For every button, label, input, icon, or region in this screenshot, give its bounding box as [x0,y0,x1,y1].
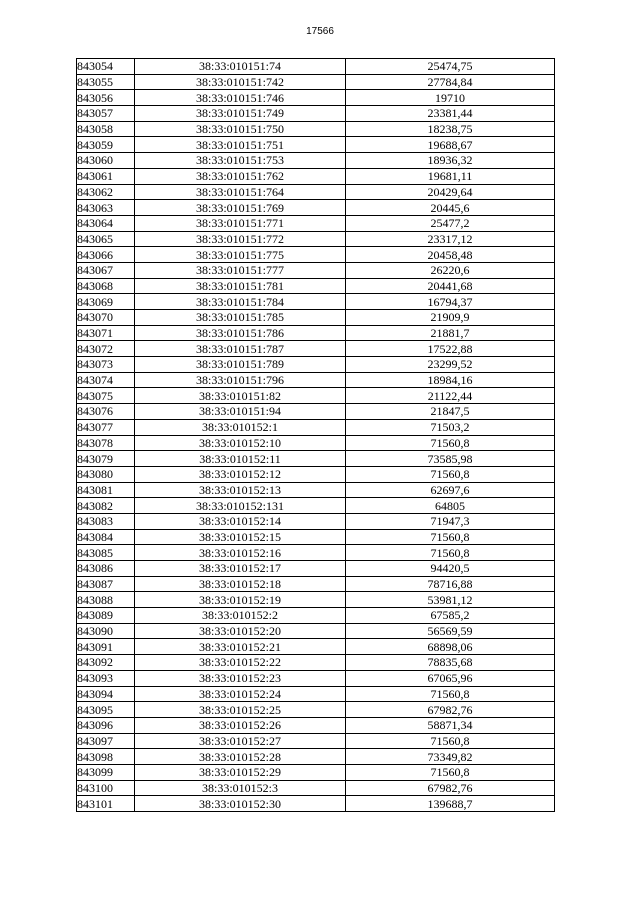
record-number-cell: 843082 [77,498,135,514]
record-number-cell: 843061 [77,168,135,184]
cadastral-number-cell: 38:33:010151:74 [135,59,346,75]
cadastral-number-cell: 38:33:010151:777 [135,262,346,278]
cadastral-number-cell: 38:33:010152:11 [135,451,346,467]
value-cell: 71560,8 [346,686,555,702]
record-number-cell: 843094 [77,686,135,702]
record-number-cell: 843090 [77,623,135,639]
table-row [77,576,555,592]
record-number-cell: 843088 [77,592,135,608]
table-row [77,59,555,75]
value-cell: 20441,68 [346,278,555,294]
value-cell: 21847,5 [346,404,555,420]
record-number-cell: 843073 [77,357,135,373]
table-row [77,451,555,467]
cadastral-number-cell: 38:33:010151:749 [135,106,346,122]
record-number-cell: 843089 [77,608,135,624]
value-cell: 18984,16 [346,372,555,388]
value-cell: 19710 [346,90,555,106]
table-row [77,278,555,294]
value-cell: 25474,75 [346,59,555,75]
record-number-cell: 843064 [77,215,135,231]
value-cell: 23317,12 [346,231,555,247]
table-row [77,623,555,639]
value-cell: 71503,2 [346,419,555,435]
cadastral-number-cell: 38:33:010151:789 [135,357,346,373]
value-cell: 71560,8 [346,466,555,482]
record-number-cell: 843081 [77,482,135,498]
cadastral-number-cell: 38:33:010152:12 [135,466,346,482]
cadastral-number-cell: 38:33:010152:21 [135,639,346,655]
table-row [77,482,555,498]
cadastral-number-cell: 38:33:010151:94 [135,404,346,420]
record-number-cell: 843060 [77,153,135,169]
value-cell: 20445,6 [346,200,555,216]
record-number-cell: 843096 [77,717,135,733]
record-number-cell: 843101 [77,796,135,812]
table-row [77,388,555,404]
cadastral-number-cell: 38:33:010152:26 [135,717,346,733]
cadastral-number-cell: 38:33:010151:771 [135,215,346,231]
cadastral-number-cell: 38:33:010151:785 [135,310,346,326]
table-row [77,215,555,231]
value-cell: 21122,44 [346,388,555,404]
value-cell: 71560,8 [346,764,555,780]
table-row [77,764,555,780]
table-body [77,59,555,812]
value-cell: 21909,9 [346,310,555,326]
record-number-cell: 843067 [77,262,135,278]
value-cell: 53981,12 [346,592,555,608]
record-number-cell: 843091 [77,639,135,655]
record-number-cell: 843099 [77,764,135,780]
cadastral-number-cell: 38:33:010152:27 [135,733,346,749]
cadastral-number-cell: 38:33:010152:29 [135,764,346,780]
record-number-cell: 843055 [77,74,135,90]
value-cell: 73349,82 [346,749,555,765]
value-cell: 62697,6 [346,482,555,498]
record-number-cell: 843080 [77,466,135,482]
record-number-cell: 843065 [77,231,135,247]
record-number-cell: 843058 [77,121,135,137]
table-row [77,717,555,733]
cadastral-number-cell: 38:33:010151:753 [135,153,346,169]
cadastral-number-cell: 38:33:010152:13 [135,482,346,498]
value-cell: 25477,2 [346,215,555,231]
cadastral-number-cell: 38:33:010151:742 [135,74,346,90]
table-row [77,749,555,765]
cadastral-number-cell: 38:33:010152:10 [135,435,346,451]
table-row [77,294,555,310]
cadastral-number-cell: 38:33:010151:762 [135,168,346,184]
value-cell: 139688,7 [346,796,555,812]
cadastral-number-cell: 38:33:010151:796 [135,372,346,388]
table-row [77,796,555,812]
record-number-cell: 843063 [77,200,135,216]
table-row [77,404,555,420]
table-row [77,435,555,451]
table-row [77,702,555,718]
page-number: 17566 [306,26,334,37]
value-cell: 67065,96 [346,670,555,686]
record-number-cell: 843075 [77,388,135,404]
cadastral-number-cell: 38:33:010152:22 [135,655,346,671]
value-cell: 20429,64 [346,184,555,200]
value-cell: 16794,37 [346,294,555,310]
record-number-cell: 843100 [77,780,135,796]
value-cell: 67585,2 [346,608,555,624]
cadastral-number-cell: 38:33:010151:787 [135,341,346,357]
table-row [77,639,555,655]
value-cell: 71560,8 [346,435,555,451]
table-row [77,121,555,137]
cadastral-number-cell: 38:33:010152:17 [135,561,346,577]
table-row [77,592,555,608]
value-cell: 23299,52 [346,357,555,373]
value-cell: 73585,98 [346,451,555,467]
cadastral-number-cell: 38:33:010152:28 [135,749,346,765]
record-number-cell: 843054 [77,59,135,75]
table-row [77,357,555,373]
cadastral-number-cell: 38:33:010152:20 [135,623,346,639]
record-number-cell: 843077 [77,419,135,435]
table-row [77,341,555,357]
record-number-cell: 843098 [77,749,135,765]
record-number-cell: 843056 [77,90,135,106]
cadastral-number-cell: 38:33:010152:25 [135,702,346,718]
value-cell: 21881,7 [346,325,555,341]
cadastral-number-cell: 38:33:010151:781 [135,278,346,294]
record-number-cell: 843066 [77,247,135,263]
cadastral-number-cell: 38:33:010152:2 [135,608,346,624]
cadastral-number-cell: 38:33:010151:786 [135,325,346,341]
value-cell: 71560,8 [346,529,555,545]
record-number-cell: 843074 [77,372,135,388]
cadastral-number-cell: 38:33:010151:764 [135,184,346,200]
table-row [77,137,555,153]
value-cell: 78716,88 [346,576,555,592]
table-row [77,200,555,216]
value-cell: 71947,3 [346,513,555,529]
cadastral-number-cell: 38:33:010151:775 [135,247,346,263]
table-row [77,529,555,545]
record-number-cell: 843095 [77,702,135,718]
value-cell: 58871,34 [346,717,555,733]
table-row [77,168,555,184]
cadastral-number-cell: 38:33:010151:746 [135,90,346,106]
record-number-cell: 843078 [77,435,135,451]
value-cell: 71560,8 [346,733,555,749]
table-row [77,310,555,326]
record-number-cell: 843068 [77,278,135,294]
value-cell: 23381,44 [346,106,555,122]
table-row [77,231,555,247]
record-number-cell: 843072 [77,341,135,357]
value-cell: 78835,68 [346,655,555,671]
cadastral-number-cell: 38:33:010152:18 [135,576,346,592]
record-number-cell: 843076 [77,404,135,420]
cadastral-number-cell: 38:33:010152:14 [135,513,346,529]
table-row [77,419,555,435]
cadastral-number-cell: 38:33:010151:750 [135,121,346,137]
cadastral-number-cell: 38:33:010151:751 [135,137,346,153]
table-row [77,561,555,577]
record-number-cell: 843069 [77,294,135,310]
cadastral-number-cell: 38:33:010151:82 [135,388,346,404]
value-cell: 19688,67 [346,137,555,153]
cadastral-number-cell: 38:33:010152:3 [135,780,346,796]
value-cell: 18238,75 [346,121,555,137]
value-cell: 68898,06 [346,639,555,655]
value-cell: 17522,88 [346,341,555,357]
table-row [77,498,555,514]
cadastral-number-cell: 38:33:010152:24 [135,686,346,702]
value-cell: 67982,76 [346,702,555,718]
value-cell: 18936,32 [346,153,555,169]
value-cell: 64805 [346,498,555,514]
table-row [77,184,555,200]
table-row [77,90,555,106]
record-number-cell: 843084 [77,529,135,545]
table-row [77,780,555,796]
data-table [76,58,555,812]
value-cell: 20458,48 [346,247,555,263]
record-number-cell: 843087 [77,576,135,592]
table-row [77,247,555,263]
table-row [77,74,555,90]
table-row [77,655,555,671]
value-cell: 26220,6 [346,262,555,278]
cadastral-number-cell: 38:33:010152:30 [135,796,346,812]
cadastral-number-cell: 38:33:010151:784 [135,294,346,310]
table-row [77,686,555,702]
value-cell: 94420,5 [346,561,555,577]
record-number-cell: 843079 [77,451,135,467]
table-row [77,513,555,529]
table-row [77,106,555,122]
value-cell: 67982,76 [346,780,555,796]
record-number-cell: 843092 [77,655,135,671]
table-row [77,153,555,169]
cadastral-number-cell: 38:33:010151:769 [135,200,346,216]
value-cell: 19681,11 [346,168,555,184]
record-number-cell: 843097 [77,733,135,749]
value-cell: 27784,84 [346,74,555,90]
value-cell: 56569,59 [346,623,555,639]
table-row [77,372,555,388]
table-row [77,733,555,749]
record-number-cell: 843083 [77,513,135,529]
cadastral-number-cell: 38:33:010151:772 [135,231,346,247]
table-row [77,262,555,278]
cadastral-number-cell: 38:33:010152:19 [135,592,346,608]
table-row [77,545,555,561]
record-number-cell: 843057 [77,106,135,122]
record-number-cell: 843062 [77,184,135,200]
cadastral-number-cell: 38:33:010152:23 [135,670,346,686]
record-number-cell: 843070 [77,310,135,326]
table-row [77,670,555,686]
record-number-cell: 843059 [77,137,135,153]
table-row [77,608,555,624]
cadastral-number-cell: 38:33:010152:15 [135,529,346,545]
cadastral-number-cell: 38:33:010152:16 [135,545,346,561]
table-row [77,466,555,482]
table-row [77,325,555,341]
value-cell: 71560,8 [346,545,555,561]
cadastral-number-cell: 38:33:010152:1 [135,419,346,435]
cadastral-number-cell: 38:33:010152:131 [135,498,346,514]
record-number-cell: 843093 [77,670,135,686]
record-number-cell: 843071 [77,325,135,341]
record-number-cell: 843086 [77,561,135,577]
record-number-cell: 843085 [77,545,135,561]
